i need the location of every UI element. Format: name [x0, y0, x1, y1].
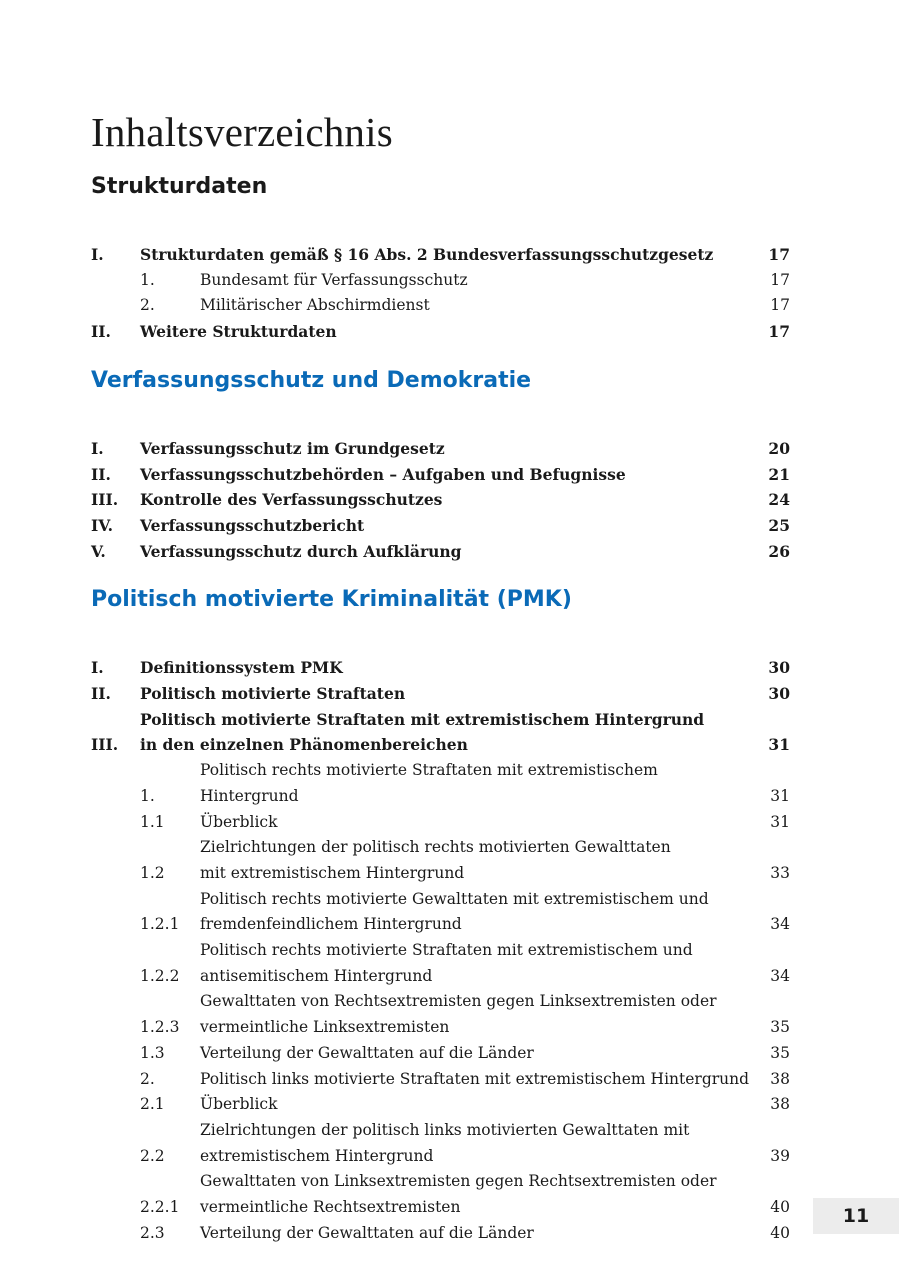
toc-entry[interactable] [91, 835, 790, 886]
entry-title-line: Bundesamt für Verfassungsschutz [200, 270, 468, 289]
section-heading: Politisch motivierte Kriminalität (PMK) [91, 587, 572, 613]
toc-entry[interactable] [91, 707, 790, 758]
entry-number: 1.2 [140, 863, 165, 882]
toc-entry[interactable] [91, 436, 790, 462]
entry-number: I. [91, 438, 104, 458]
entry-title-line: Militärischer Abschirmdienst [200, 296, 430, 315]
entry-page: 40 [770, 1223, 790, 1242]
entry-title [200, 1041, 760, 1067]
entry-title [200, 1092, 760, 1118]
entry-page: 26 [768, 541, 790, 561]
toc-entry[interactable] [91, 810, 790, 836]
entry-title [140, 707, 760, 758]
toc-entry[interactable] [91, 268, 790, 294]
entry-number: V. [91, 541, 106, 561]
entry-page: 38 [770, 1069, 790, 1088]
entry-title-line: Verfassungsschutz durch Aufklärung [140, 541, 462, 561]
entry-title-line: in den einzelnen Phänomenbereichen [140, 735, 468, 755]
entry-page: 17 [768, 245, 790, 264]
toc-entry[interactable] [91, 758, 790, 809]
entry-title-line: extremistischem Hintergrund [200, 1146, 434, 1165]
entry-number: II. [91, 684, 111, 704]
entry-number: 2.1 [140, 1095, 165, 1114]
entry-page: 21 [768, 464, 790, 484]
toc-entry[interactable] [91, 655, 790, 681]
entry-page: 17 [768, 322, 790, 342]
entry-title-line: Politisch motivierte Straftaten [140, 684, 406, 704]
entry-page: 31 [770, 786, 790, 805]
entry-title [200, 293, 760, 319]
entry-page: 24 [768, 490, 790, 510]
entry-title-line: Definitionssystem PMK [140, 658, 343, 678]
entry-number: 2.2 [140, 1146, 165, 1165]
toc-entry[interactable] [91, 938, 790, 989]
entry-page: 25 [768, 515, 790, 535]
entry-title [140, 319, 760, 345]
entry-title-line: Strukturdaten gemäß § 16 Abs. 2 Bundesverfassungsschutzgesetz [140, 245, 714, 264]
entry-title-line: Verteilung der Gewalttaten auf die Länder [200, 1043, 534, 1062]
entry-title [200, 758, 760, 809]
entry-title [140, 462, 760, 488]
entry-title [140, 436, 760, 462]
entry-page: 40 [770, 1198, 790, 1217]
entry-page: 17 [770, 296, 790, 315]
entry-title [140, 487, 760, 513]
toc-entry[interactable] [91, 513, 790, 539]
entry-title-line: Politisch rechts motivierte Straftaten mit extremistischem Hintergrund [200, 761, 658, 805]
toc-entry[interactable] [91, 887, 790, 938]
entry-title [200, 1221, 760, 1247]
entry-title-line: vermeintliche Rechtsextremisten [200, 1198, 461, 1217]
page-number: 11 [813, 1198, 899, 1234]
entry-number: 1.2.3 [140, 1018, 180, 1037]
entry-title-line: Politisch links motivierte Straftaten mit extremistischem Hintergrund [200, 1069, 750, 1088]
entry-number: 1.2.1 [140, 915, 180, 934]
entry-title-line: Zielrichtungen der politisch rechts motivierten Gewalttaten [200, 838, 671, 857]
entry-number: 1.3 [140, 1043, 165, 1062]
toc-entry[interactable] [91, 1092, 790, 1118]
entry-number: 1.1 [140, 812, 165, 831]
entry-title-line: fremdenfeindlichem Hintergrund [200, 915, 462, 934]
entry-number: 1. [140, 270, 155, 289]
page-title: Inhaltsverzeichnis [91, 109, 393, 155]
entry-number: I. [91, 658, 104, 678]
entry-title-line: mit extremistischem Hintergrund [200, 863, 465, 882]
entry-page: 34 [770, 966, 790, 985]
entry-page: 30 [768, 658, 790, 678]
entry-title [140, 655, 760, 681]
toc-entry[interactable] [91, 681, 790, 707]
entry-number: II. [91, 322, 111, 342]
entry-title-line: Kontrolle des Verfassungsschutzes [140, 490, 443, 510]
toc-entry[interactable] [91, 1067, 790, 1093]
entry-title [200, 887, 760, 938]
entry-page: 20 [768, 438, 790, 458]
section-heading: Verfassungsschutz und Demokratie [91, 367, 532, 393]
entry-title-line: Politisch rechts motivierte Gewalttaten mit extremistischem und [200, 889, 709, 908]
entry-number: 1. [140, 786, 155, 805]
entry-page: 35 [770, 1018, 790, 1037]
entry-page: 33 [770, 863, 790, 882]
entry-title-line: Zielrichtungen der politisch links motivierten Gewalttaten mit [200, 1120, 690, 1139]
entry-title-line: Verfassungsschutz im Grundgesetz [140, 438, 445, 458]
toc-entry[interactable] [91, 319, 790, 345]
entry-title [140, 681, 760, 707]
entry-title [140, 242, 760, 268]
entry-title-line: Weitere Strukturdaten [140, 322, 337, 342]
entry-title [200, 835, 760, 886]
entry-page: 39 [770, 1146, 790, 1165]
entry-number: III. [91, 490, 119, 510]
entry-title-line: Überblick [200, 1095, 278, 1114]
entry-page: 31 [770, 812, 790, 831]
entry-number: 2. [140, 296, 155, 315]
toc-entry[interactable] [91, 989, 790, 1040]
entry-title-line: antisemitischem Hintergrund [200, 966, 433, 985]
toc-section [91, 365, 790, 565]
entry-number: 1.2.2 [140, 966, 180, 985]
entry-title [200, 1067, 760, 1093]
entry-title [200, 938, 760, 989]
entry-title [200, 989, 760, 1040]
entry-title-line: Politisch rechts motivierte Straftaten mit extremistischem und [200, 941, 693, 960]
entry-title [200, 1169, 760, 1220]
entry-title-line: Überblick [200, 812, 278, 831]
entry-page: 31 [768, 735, 790, 755]
entry-title-line: Politisch motivierte Straftaten mit extremistischem Hintergrund [140, 709, 705, 729]
entry-title [200, 810, 760, 836]
toc-entry[interactable] [91, 1169, 790, 1220]
entry-title [200, 1118, 760, 1169]
toc-entry[interactable] [91, 539, 790, 565]
entry-number: 2. [140, 1069, 155, 1088]
entry-title-line: vermeintliche Linksextremisten [200, 1018, 450, 1037]
toc-section [91, 171, 790, 345]
entry-title-line: Gewalttaten von Linksextremisten gegen Rechtsextremisten oder [200, 1172, 717, 1191]
entry-number: 2.2.1 [140, 1198, 180, 1217]
entry-page: 17 [770, 270, 790, 289]
entry-title-line: Verteilung der Gewalttaten auf die Länder [200, 1223, 534, 1242]
toc-entry[interactable] [91, 487, 790, 513]
entry-page: 30 [768, 684, 790, 704]
entry-title [140, 539, 760, 565]
entry-number: IV. [91, 515, 113, 535]
toc-entry[interactable] [91, 1118, 790, 1169]
entry-number: III. [91, 735, 119, 755]
toc-entry[interactable] [91, 242, 790, 268]
section-heading: Strukturdaten [91, 174, 268, 199]
entry-page: 34 [770, 915, 790, 934]
toc-entry[interactable] [91, 462, 790, 488]
entry-number: II. [91, 464, 111, 484]
table-of-contents [91, 171, 790, 1267]
entry-number: I. [91, 245, 104, 264]
toc-entry[interactable] [91, 293, 790, 319]
toc-entry[interactable] [91, 1041, 790, 1067]
entry-title [200, 268, 760, 294]
entry-title-line: Gewalttaten von Rechtsextremisten gegen Linksextremisten oder [200, 992, 717, 1011]
entry-title [140, 513, 760, 539]
entry-number: 2.3 [140, 1223, 165, 1242]
toc-entry[interactable] [91, 1221, 790, 1247]
toc-section [91, 584, 790, 1246]
entry-page: 35 [770, 1043, 790, 1062]
entry-title-line: Verfassungsschutzbehörden – Aufgaben und Befugnisse [140, 464, 626, 484]
entry-title-line: Verfassungsschutzbericht [140, 515, 365, 535]
entry-page: 38 [770, 1095, 790, 1114]
